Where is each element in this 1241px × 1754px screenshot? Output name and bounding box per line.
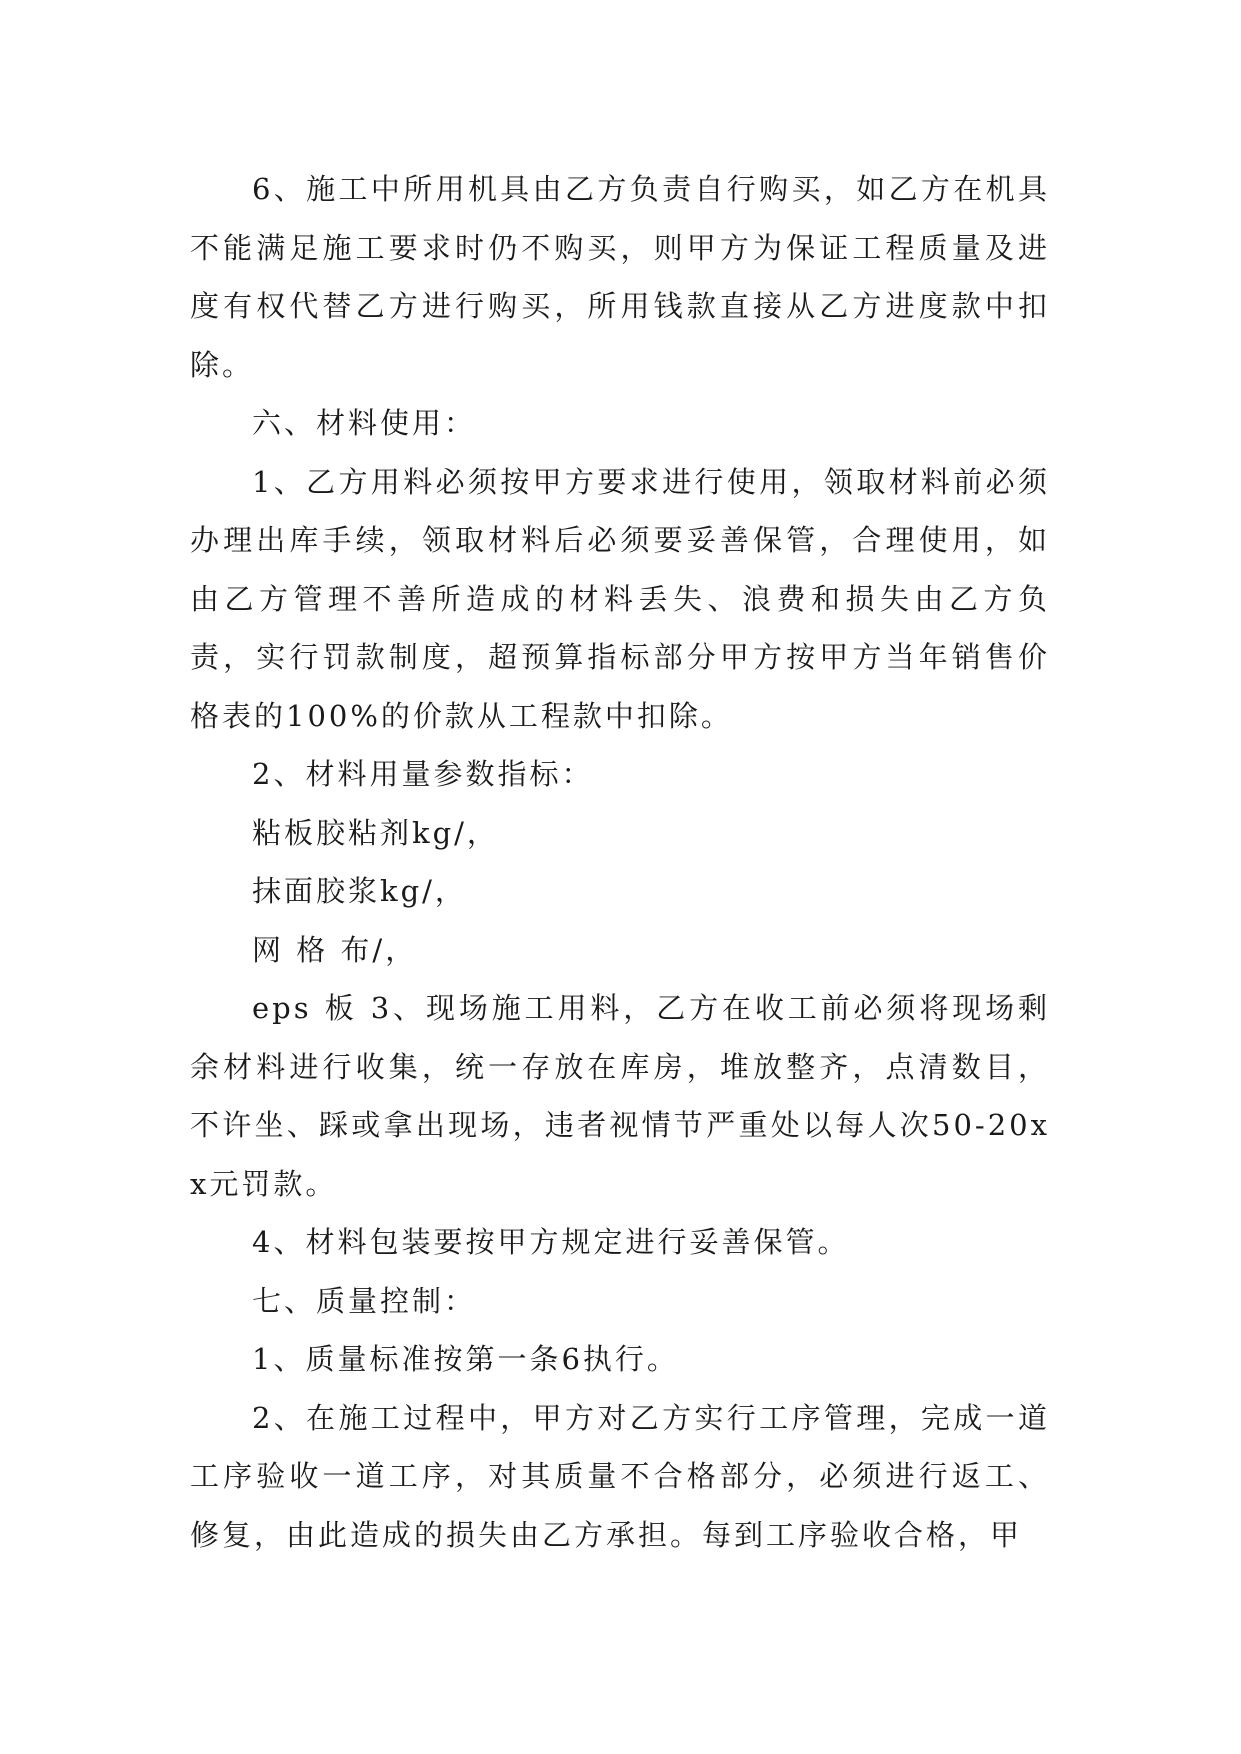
paragraph-plaster-mortar: 抹面胶浆kg/， [252, 874, 467, 908]
paragraph-material-parameters: 2、材料用量参数指标： [252, 757, 594, 791]
section-heading-material-use: 六、材料使用： [252, 406, 477, 440]
paragraph-quality-standard: 1、质量标准按第一条6执行。 [252, 1342, 679, 1376]
paragraph-onsite-materials: eps 板 3、现场施工用料，乙方在收工前必须将现场剩余材料进行收集，统一存放在库房，堆放整齐，点清数目，不许坐、踩或拿出现场，违者视情节严重处以每人次50-20xx元罚款。 [190, 991, 1050, 1201]
paragraph-mesh-cloth: 网 格 布/， [252, 932, 418, 967]
paragraph-packaging: 4、材料包装要按甲方规定进行妥善保管。 [252, 1225, 850, 1259]
document-body [190, 160, 1050, 1564]
section-heading-quality-control: 七、质量控制： [252, 1283, 477, 1318]
paragraph-process-management: 2、在施工过程中，甲方对乙方实行工序管理，完成一道工序验收一道工序，对其质量不合格部分，必须进行返工、修复，由此造成的损失由乙方承担。每到工序验收合格，甲 [190, 1400, 1050, 1552]
paragraph-adhesive: 粘板胶粘剂kg/， [252, 815, 499, 850]
paragraph-material-usage-rules: 1、乙方用料必须按甲方要求进行使用，领取材料前必须办理出库手续，领取材料后必须要妥善保管，合理使用，如由乙方管理不善所造成的材料丢失、浪费和损失由乙方负责，实行罚款制度，超预算指标部分甲方按甲方当年销售价格表的100%的价款从工程款中扣除。 [190, 464, 1050, 733]
paragraph-machinery-purchase: 6、施工中所用机具由乙方负责自行购买，如乙方在机具不能满足施工要求时仍不购买，则甲方为保证工程质量及进度有权代替乙方进行购买，所用钱款直接从乙方进度款中扣除。 [190, 172, 1050, 382]
